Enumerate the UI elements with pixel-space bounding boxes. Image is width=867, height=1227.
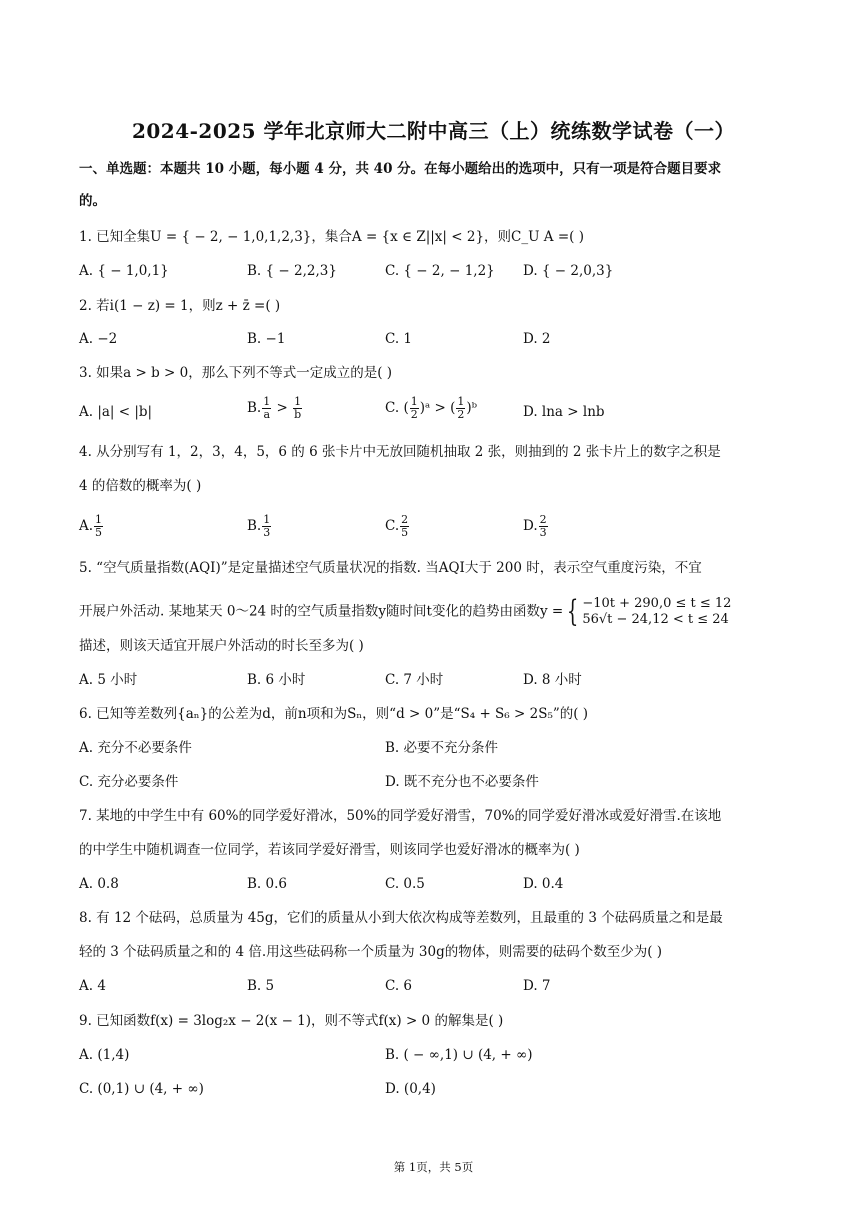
q8-option-d: D. 7	[523, 978, 551, 994]
q1-option-a: A. { − 1,0,1}	[79, 263, 169, 279]
section-header-cont: 的。	[79, 193, 106, 209]
q6-option-a: A. 充分不必要条件	[79, 740, 192, 756]
question-1: 1. 已知全集U = { − 2, − 1,0,1,2,3}，集合A = {x ∈ Z||x| < 2}，则C_U A =( )	[79, 229, 584, 245]
power-b: )ᵇ	[466, 400, 478, 416]
q3-option-b	[247, 396, 303, 421]
q9-option-b: B. ( − ∞,1) ∪ (4, + ∞)	[385, 1047, 533, 1063]
question-6: 6. 已知等差数列{aₙ}的公差为d，前n项和为Sₙ，则“d > 0”是“S₄ + S₆ > 2S₅”的( )	[79, 706, 589, 722]
q1-option-d: D. { − 2,0,3}	[523, 263, 614, 279]
q4-option-b: B. $\frac{1}{3}$	[247, 513, 271, 539]
q7-option-d: D. 0.4	[523, 876, 564, 892]
question-2: 2. 若i(1 − z) = 1，则z + z̄ =( )	[79, 298, 281, 314]
piece-1: −10t + 290,0 ≤ t ≤ 12	[582, 596, 732, 611]
q7-option-c: C. 0.5	[385, 876, 425, 892]
fraction-1-over-a: $\frac{1}{a}$	[263, 395, 271, 421]
question-4-cont: 4 的倍数的概率为( )	[79, 478, 202, 494]
question-5: 5. “空气质量指数(AQI)”是定量描述空气质量状况的指数. 当AQI大于 200 时，表示空气重度污染，不宜	[79, 560, 702, 576]
q2-option-d: D. 2	[523, 331, 551, 347]
q8-option-c: C. 6	[385, 978, 413, 994]
fraction-2-3: $\frac{2}{3}$	[539, 513, 547, 539]
fraction-1-5: $\frac{1}{5}$	[95, 513, 103, 539]
q3-option-a: A. |a| < |b|	[79, 404, 153, 420]
q5-option-d: D. 8 小时	[523, 672, 582, 688]
fraction-half-a: $\frac{1}{2}$	[410, 395, 418, 421]
q3-option-c-label: C.	[385, 400, 400, 416]
question-7-cont: 的中学生中随机调查一位同学，若该同学爱好滑雪，则该同学也爱好滑冰的概率为( )	[79, 842, 580, 858]
fraction-1-over-b: $\frac{1}{b}$	[294, 395, 302, 421]
fraction-1-3: $\frac{1}{3}$	[263, 513, 271, 539]
section-header: 一、单选题：本题共 10 小题，每小题 4 分，共 40 分。在每小题给出的选项中，只有一项是符合题目要求	[79, 161, 722, 177]
q8-option-a: A. 4	[79, 978, 106, 994]
q1-option-b: B. { − 2,2,3}	[247, 263, 337, 279]
q4-option-d: D. $\frac{2}{3}$	[523, 513, 547, 539]
question-8-cont: 轻的 3 个砝码质量之和的 4 倍.用这些砝码称一个质量为 30g的物体，则需要的砝码个数至少为( )	[79, 944, 663, 960]
question-8: 8. 有 12 个砝码，总质量为 45g，它们的质量从小到大依次构成等差数列，且最重的 3 个砝码质量之和是最	[79, 910, 723, 926]
q5-function-text: 开展户外活动. 某地某天 0～24 时的空气质量指数y随时间t变化的趋势由函数y =	[79, 603, 564, 620]
q3-option-d: D. lna > lnb	[523, 404, 605, 420]
q9-option-d: D. (0,4)	[385, 1081, 436, 1097]
q7-option-a: A. 0.8	[79, 876, 119, 892]
question-4: 4. 从分别写有 1，2，3，4，5，6 的 6 张卡片中无放回随机抽取 2 张，则抽到的 2 张卡片上的数字之积是	[79, 444, 721, 460]
q2-option-c: C. 1	[385, 331, 413, 347]
brace-icon: {	[567, 594, 579, 629]
question-5-end: 描述，则该天适宜开展户外活动的时长至多为( )	[79, 638, 364, 654]
question-9: 9. 已知函数f(x) = 3log₂x − 2(x − 1)，则不等式f(x) > 0 的解集是( )	[79, 1013, 504, 1029]
q5-option-c: C. 7 小时	[385, 672, 444, 688]
page-title: 2024-2025 学年北京师大二附中高三（上）统练数学试卷（一）	[131, 119, 736, 143]
q8-option-b: B. 5	[247, 978, 275, 994]
power-a-compare: )ᵃ > (	[419, 400, 456, 416]
question-3: 3. 如果a > b > 0，那么下列不等式一定成立的是( )	[79, 365, 393, 381]
q5-option-a: A. 5 小时	[79, 672, 138, 688]
q6-option-b: B. 必要不充分条件	[385, 740, 499, 756]
fraction-2-5: $\frac{2}{5}$	[401, 513, 409, 539]
q1-option-c: C. { − 2, − 1,2}	[385, 263, 495, 279]
question-7: 7. 某地的中学生中有 60%的同学爱好滑冰，50%的同学爱好滑雪，70%的同学爱好滑冰或爱好滑雪.在该地	[79, 808, 722, 824]
q4-option-c: C. $\frac{2}{5}$	[385, 513, 409, 539]
fraction-half-b: $\frac{1}{2}$	[457, 395, 465, 421]
q3-option-c	[385, 396, 477, 421]
q2-option-a: A. −2	[79, 331, 118, 347]
q2-option-b: B. −1	[247, 331, 286, 347]
piece-2: 56√t − 24,12 < t ≤ 24	[582, 612, 729, 627]
q6-option-d: D. 既不充分也不必要条件	[385, 774, 539, 790]
q9-option-a: A. (1,4)	[79, 1047, 130, 1063]
q5-option-b: B. 6 小时	[247, 672, 306, 688]
q9-option-c: C. (0,1) ∪ (4, + ∞)	[79, 1081, 204, 1097]
q7-option-b: B. 0.6	[247, 876, 287, 892]
q3-option-b-label: B.	[247, 400, 262, 416]
q4-option-a: A. $\frac{1}{5}$	[79, 513, 103, 539]
piecewise-function	[582, 596, 731, 628]
paren-open: (	[403, 400, 409, 416]
q6-option-c: C. 充分必要条件	[79, 774, 179, 790]
gt-sign: >	[276, 400, 288, 416]
page-footer: 第 1页，共 5页	[393, 1160, 474, 1174]
question-5-cont	[79, 596, 731, 628]
